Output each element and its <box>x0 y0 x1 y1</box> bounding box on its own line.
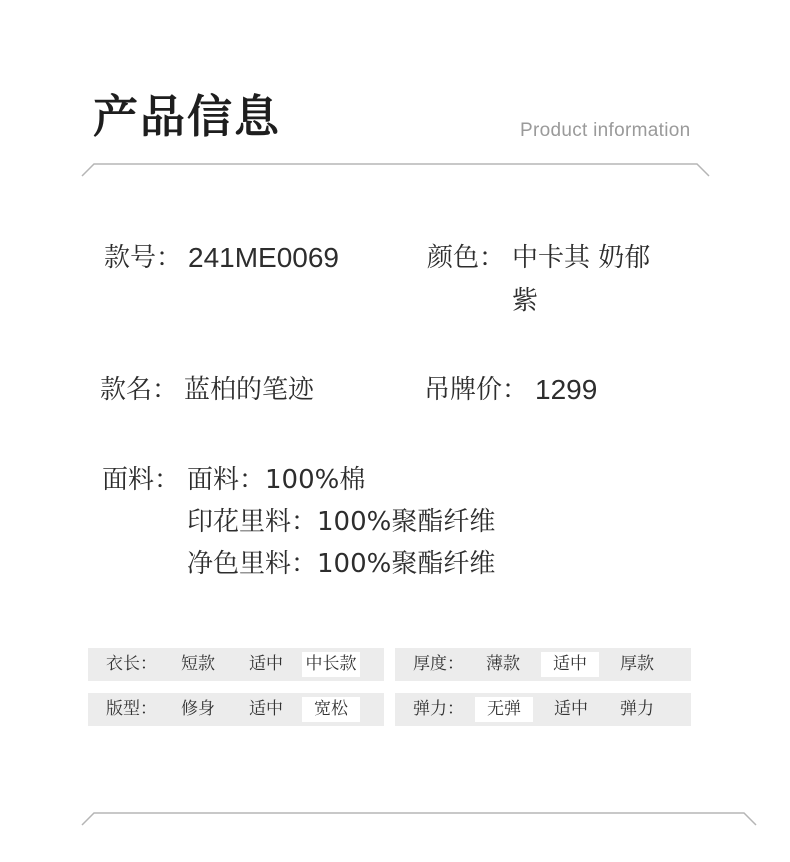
attr-option: 弹力 <box>620 699 654 719</box>
attr-length <box>88 648 384 681</box>
fabric-label: 面料： <box>102 465 181 495</box>
attr-option: 短款 <box>181 654 215 674</box>
attr-option: 厚款 <box>620 654 654 674</box>
attr-label: 弹力： <box>413 699 464 719</box>
style-no-value: 241ME0069 <box>188 242 340 273</box>
attr-option: 适中 <box>249 699 283 719</box>
attr-label: 厚度： <box>413 654 464 674</box>
fabric-line: 面料：100%棉 <box>187 465 366 495</box>
color-label: 颜色： <box>427 243 506 273</box>
fabric-line: 净色里料：100%聚酯纤维 <box>187 549 496 579</box>
price-label: 吊牌价： <box>424 375 529 405</box>
name-label: 款名： <box>100 375 179 405</box>
fabric-line: 印花里料：100%聚酯纤维 <box>187 507 496 537</box>
color-value-line1: 中卡其 奶郁 <box>512 243 651 273</box>
color-value-line2: 紫 <box>512 286 539 316</box>
attr-option-selected: 宽松 <box>302 697 360 722</box>
attr-option-selected: 适中 <box>541 652 599 677</box>
page-subtitle: Product information <box>520 120 691 141</box>
attr-option: 薄款 <box>486 654 520 674</box>
attr-option: 适中 <box>554 699 588 719</box>
price-value: 1299 <box>535 374 598 405</box>
style-no-label: 款号： <box>104 243 183 273</box>
attr-option: 适中 <box>249 654 283 674</box>
attr-stretch <box>395 693 691 726</box>
attr-fit <box>88 693 384 726</box>
attr-label: 衣长： <box>106 654 157 674</box>
attr-option: 修身 <box>181 699 215 719</box>
attr-label: 版型： <box>106 699 157 719</box>
page-title: 产品信息 <box>93 90 282 143</box>
attr-thickness <box>395 648 691 681</box>
attr-option-selected: 中长款 <box>302 652 360 677</box>
footer-divider <box>0 808 790 828</box>
name-value: 蓝柏的笔迹 <box>184 375 315 405</box>
header-divider <box>0 160 790 180</box>
attr-option-selected: 无弹 <box>475 697 533 722</box>
